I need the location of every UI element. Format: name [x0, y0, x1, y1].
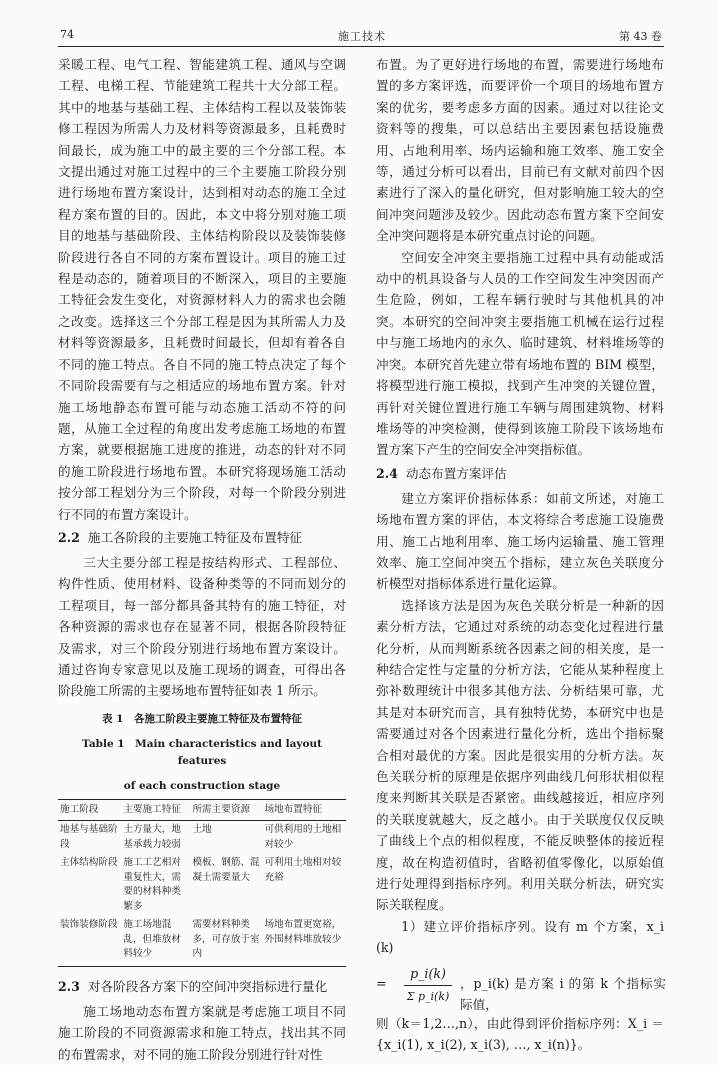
- table-cell: 可利用土地相对较充裕: [264, 857, 342, 883]
- table-caption-en-line2: of each construction stage: [123, 779, 281, 792]
- paragraph: 空间安全冲突主要指施工过程中具有动能或活动中的机具设备与人员的工作空间发生冲突因而产生危险，例如，工程车辆行驶时与其他机具的冲突。本研究的空间冲突主要指施工机械在运行过程中与施工场地内的永久、临时建筑、材料堆场等的冲突。本研究首先建立带有场地布置的 BIM 模型，将模型进行施工模拟，找到产生冲突的关键位置，再针对关键位置进行施工车辆与周围建筑物、材料堆场等的冲突检测，使得到该施工阶段下该场地布置方案下产生的空间安全冲突指标值。: [376, 249, 664, 458]
- table-row: [58, 821, 346, 855]
- paragraph: 1）建立评价指标序列。设有 m 个方案，x_i(k): [376, 918, 664, 956]
- paragraph: 采暖工程、电气工程、智能建筑工程、通风与空调工程、电梯工程、节能建筑工程共十大分部工程。其中的地基与基础工程、主体结构工程以及装饰装修工程因为所需人力及材料等资源最多，且耗费时间最长，成为施工中的最主要的三个分部工程。本文提出通过对施工过程中的三个主要施工阶段分别进行场地布置方案设计，达到相对动态的施工全过程方案布置的目的。因此，本文中将分别对施工项目的地基与基础阶段、主体结构阶段以及装饰装修阶段进行各自不同的方案布置设计。项目的施工过程是动态的，随着项目的不断深入，项目的主要施工特征会发生变化，对资源材料人力的需求也会随之改变。选择这三个分部工程是因为其所需人力及材料等资源最多，且耗费时间最长，但却有着各自不同的施工特点。各自不同的施工特点决定了每个不同阶段需要有与之相适应的场地布置方案。针对施工场地静态布置可能与动态施工活动不符的问题，从施工全过程的角度出发考虑施工场地的布置方案，就要根据施工进度的推进，动态的针对不同的施工阶段进行场地布置。本研究将现场施工活动按分部工程划分为三个阶段，对每一个阶段分别进行不同的布置方案设计。: [58, 57, 346, 522]
- fraction: [404, 963, 452, 1007]
- table-cell: 施工工艺相对重复性大，需要的材料种类繁多: [123, 857, 181, 912]
- table-cell: 模板、钢筋、混凝土需要量大: [192, 857, 260, 883]
- table-caption-en: Table 1 Main characteristics and layout features: [82, 737, 322, 767]
- table-cell: 土方量大，地基承载力较弱: [123, 824, 181, 850]
- page-number: 74: [60, 28, 74, 41]
- table-cell: 地基与基础阶段: [60, 824, 118, 850]
- paragraph: 布置。为了更好进行场地的布置，需要进行场地布置的多方案评选，而要评价一个项目的场地布置方案的优劣，要考虑多方面的因素。通过对以往论文资料等的搜集，可以总结出主要因素包括设施费用、占地利用率、场内运输和施工效率、施工安全等，通过分析可以看出，目前已有文献对前四个因素进行了深入的量化研究，但对影响施工较大的空间冲突问题涉及较少。因此动态布置方案下空间安全冲突问题将是本研究重点讨论的问题。: [376, 57, 664, 244]
- table-cell: 可供利用的土地相对较少: [264, 824, 342, 850]
- table-row: [58, 854, 346, 916]
- section-heading: [58, 528, 346, 548]
- formula: [376, 961, 664, 1013]
- journal-title: 施工技术: [338, 30, 386, 43]
- table-header: 主要施工特征: [121, 799, 190, 821]
- table-row: [58, 916, 346, 966]
- section-title: 动态布置方案评估: [405, 465, 507, 481]
- section-number: 2.3: [58, 978, 80, 994]
- table-cell: 土地: [192, 824, 212, 836]
- table-cell: 场地布置更宽裕，外围材料堆放较少: [262, 916, 346, 966]
- features-table: [58, 799, 346, 967]
- table-cell: 装饰装修阶段: [58, 916, 121, 966]
- volume-label: 第 43 卷: [619, 30, 662, 43]
- paragraph: 建立方案评价指标体系：如前文所述，对施工场地布置方案的评估，本文将综合考虑施工设施费用、施工占地利用率、施工场内运输量、施工管理效率、施工空间冲突五个指标，建立灰色关联度分析模型对指标体系进行量化运算。: [376, 490, 664, 592]
- paragraph: 则（k＝1,2…,n），由此得到评价指标序列：X_i ＝ {x_i(1), x_i(2), x_i(3), …, x_i(n)}。: [376, 1015, 664, 1053]
- table-header: 施工阶段: [58, 799, 121, 821]
- running-header: [58, 22, 664, 47]
- table-cell: 施工场地混乱，但堆放材料较少: [121, 916, 190, 966]
- section-title: 施工各阶段的主要施工特征及布置特征: [87, 529, 303, 545]
- section-title: 对各阶段各方案下的空间冲突指标进行量化: [87, 978, 328, 994]
- section-heading: [58, 977, 346, 997]
- paragraph: 施工场地动态布置方案就是考虑施工项目不同施工阶段的不同资源需求和施工特点，找出其不同的布置需求，对不同的施工阶段分别进行针对性: [58, 1003, 346, 1062]
- section-number: 2.2: [58, 529, 80, 545]
- table-cell: 主体结构阶段: [60, 857, 118, 869]
- paragraph: 选择该方法是因为灰色关联分析是一种新的因素分析方法，它通过对系统的动态变化过程进行量化分析，从而判断系统各因素之间的相关度，是一种结合定性与定量的分析方法，它能从某种程度上弥补数理统计中很多其他方法、分析结果可靠，尤其是对本研究而言，具有独特优势，本研究中也是需要通过对各个因素进行量化分析，选出个指标聚合相对最优的方案。因此是很实用的分析方法。灰色关联分析的原理是依据序列曲线几何形状相似程度来判断其关联是否紧密。曲线越接近，相应序列的关联度就越大，反之越小。由于关联度仅仅反映了曲线上个点的相似程度，不能反映整体的接近程度，故在构造初值时，省略初值零像化，以原始值进行处理得到指标序列。利用关联分析法，研究实际关联程度。: [376, 597, 664, 913]
- table-header: 所需主要资源: [190, 799, 262, 821]
- paragraph: 三大主要分部工程是按结构形式、工程部位、构件性质、使用材料、设备种类等的不同而划分的工程项目，每一部分都具备其特有的施工特征，对各种资源的需求也存在显著不同，根据各阶段特征及需求，对三个阶段分别进行场地布置方案设计。通过咨询专家意见以及施工现场的调查，可得出各阶段施工所需的主要场地布置特征如表 1 所示。: [58, 554, 346, 699]
- fraction-denominator: Σ p_i(k): [406, 989, 450, 1003]
- section-heading: [376, 464, 664, 484]
- right-column: [376, 54, 664, 1055]
- equals-sign: =: [376, 975, 387, 991]
- table-header: 场地布置特征: [262, 799, 346, 821]
- section-number: 2.4: [376, 465, 398, 481]
- fraction-numerator: p_i(k): [404, 963, 452, 986]
- left-column: [58, 54, 346, 1065]
- formula-text: ，p_i(k) 是方案 i 的第 k 个指标实际值，: [460, 975, 666, 1012]
- table-cell: 需要材料种类多，可存放于室内: [190, 916, 262, 966]
- table-caption-cn: 表 1 各施工阶段主要施工特征及布置特征: [102, 712, 302, 725]
